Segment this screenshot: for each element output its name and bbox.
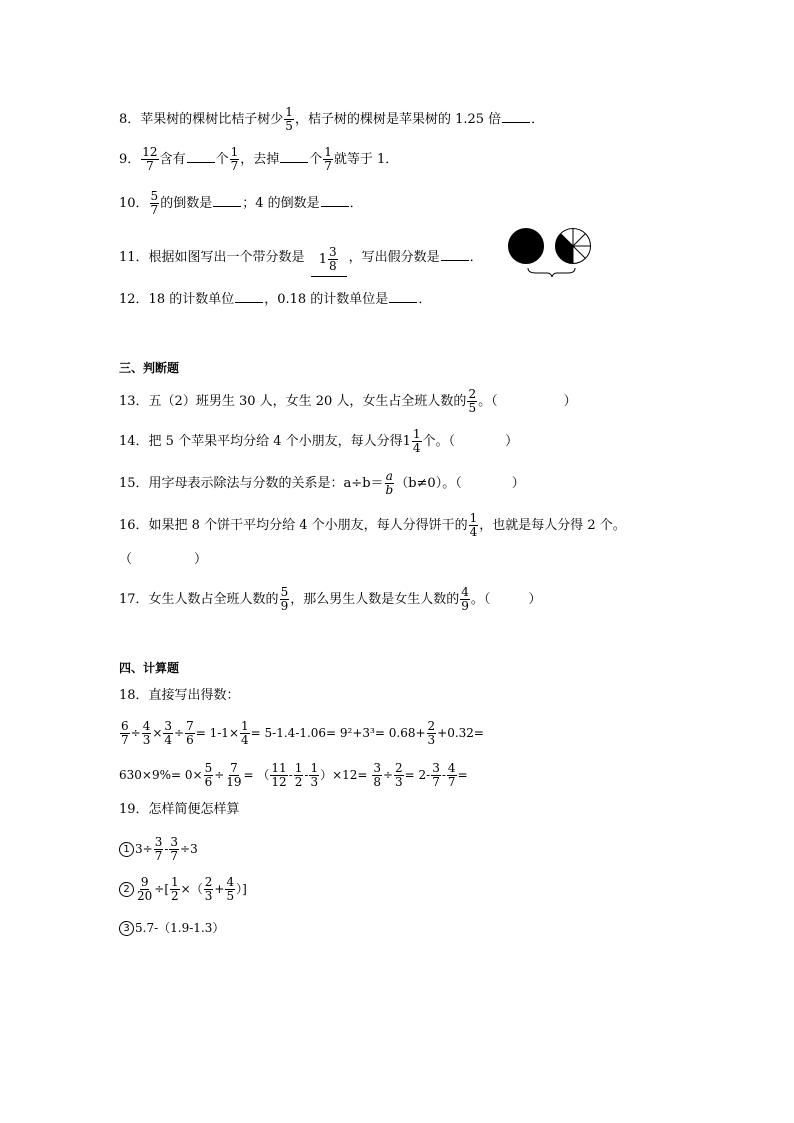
- circled-number-1: 1: [119, 842, 134, 857]
- question-9: 9． $\frac{12}{7}$ 含有 个 $\frac{1}{7}$ ，去掉 个 $\frac{1}{7}$ 就等于 1．: [119, 145, 399, 173]
- question-number: 9．: [119, 152, 141, 167]
- mixed-number-answer: 1 $\frac{3}{8}$: [311, 246, 347, 277]
- problem-1: 1 3÷ $\frac{3}{7}$ - $\frac{3}{7}$ ÷3: [119, 836, 198, 863]
- fraction: $\frac{2}{5}$: [468, 387, 477, 415]
- question-number: 10．: [119, 196, 149, 211]
- fraction: $\frac{1}{4}$: [412, 427, 421, 455]
- fraction: $\frac{1}{4}$: [469, 511, 478, 539]
- question-14: 14．把 5 个苹果平均分给 4 个小朋友，每人分得1 $\frac{1}{4}$ 个。（ ）: [119, 427, 519, 455]
- answer-blank[interactable]: [235, 290, 263, 303]
- fraction: $\frac{a}{b}$: [385, 469, 394, 497]
- answer-blank[interactable]: [280, 150, 308, 163]
- partial-circle: [556, 229, 591, 264]
- question-number: 19．: [119, 802, 149, 817]
- question-number: 13．: [119, 394, 149, 409]
- answer-blank[interactable]: [502, 110, 530, 123]
- problem-3: 3 5.7-（1.9-1.3）: [119, 918, 224, 938]
- question-12: 12．18 的计数单位 ，0.18 的计数单位是 ．: [119, 292, 432, 307]
- question-number: 18．: [119, 688, 149, 703]
- full-circle: [509, 229, 544, 264]
- problem-2: 2 $\frac{9}{20}$ ÷[ $\frac{1}{2}$ ×（ $\frac{2}{3}$ + $\frac{4}{5}$ ）]: [119, 876, 247, 903]
- question-15: 15．用字母表示除法与分数的关系是：a÷b＝ $\frac{a}{b}$ （b≠0）。（ ）: [119, 469, 525, 497]
- question-16-answer: （ ）: [119, 552, 208, 567]
- answer-blank[interactable]: [187, 150, 215, 163]
- circled-number-2: 2: [119, 882, 134, 897]
- circled-number-3: 3: [119, 921, 134, 936]
- question-10: 10． $\frac{5}{7}$ 的倒数是 ；4 的倒数是 ．: [119, 189, 363, 217]
- section-heading-calculation: 四、计算题: [119, 661, 180, 675]
- question-8: 8．苹果树的棵树比桔子树少 $\frac{1}{5}$ ，桔子树的棵树是苹果树的 1.25 倍 ．: [119, 105, 545, 133]
- question-number: 17．: [119, 592, 149, 607]
- question-13: 13．五（2）班男生 30 人，女生 20 人，女生占全班人数的 $\frac{2}{5}$ 。（ ）: [119, 387, 577, 415]
- question-17: 17．女生人数占全班人数的 $\frac{5}{9}$ ，那么男生人数是女生人数的 $\frac{4}{9}$ 。（ ）: [119, 585, 542, 613]
- answer-blank[interactable]: [389, 290, 417, 303]
- calc-row-2: 630×9%= 0× $\frac{5}{6}$ ÷ $\frac{7}{19}$ = （ $\frac{11}{12}$ - $\frac{1}{2}$ - $\frac{1}{3}$ ）×12= $\frac{3}{8}$ ÷ $\frac{2}{3}$ = 2- $\frac{3}{7}$ - $\frac{4}{7}$ =: [119, 761, 468, 789]
- question-number: 8．: [119, 112, 141, 127]
- question-18: 18．直接写出得数：: [119, 688, 240, 703]
- question-number: 14．: [119, 434, 149, 449]
- answer-blank[interactable]: [213, 194, 241, 207]
- fraction-circles-figure: [506, 226, 596, 282]
- question-number: 12．: [119, 292, 149, 307]
- brace: [528, 268, 575, 277]
- fraction: $\frac{4}{9}$: [461, 585, 469, 613]
- fraction: $\frac{12}{7}$: [142, 145, 158, 173]
- question-11: 11．根据如图写出一个带分数是 1 $\frac{3}{8}$ ，写出假分数是 ．: [119, 242, 483, 273]
- question-number: 15．: [119, 476, 149, 491]
- section-heading-judgement: 三、判断题: [119, 361, 180, 375]
- question-number: 16．: [119, 518, 149, 533]
- fraction: $\frac{5}{7}$: [150, 189, 159, 217]
- answer-blank[interactable]: [441, 248, 469, 261]
- answer-blank[interactable]: [321, 194, 349, 207]
- fraction: $\frac{5}{9}$: [280, 585, 289, 613]
- fraction: $\frac{1}{7}$: [230, 145, 239, 173]
- calc-row-1: $\frac{6}{7}$ ÷ $\frac{4}{3}$ × $\frac{3}{4}$ ÷ $\frac{7}{6}$ = 1-1× $\frac{1}{4}$ = 5-1.4-1.06= 9²+3³= 0.68+ $\frac{2}{3}$ +0.32=: [121, 719, 484, 747]
- fraction: $\frac{1}{5}$: [285, 105, 293, 133]
- question-16: 16．如果把 8 个饼干平均分给 4 个小朋友，每人分得饼干的 $\frac{1}{4}$ ，也就是每人分得 2 个。: [119, 511, 626, 539]
- question-19: 19．怎样简便怎样算: [119, 802, 240, 817]
- fraction: $\frac{1}{7}$: [324, 145, 332, 173]
- question-number: 11．: [119, 250, 149, 265]
